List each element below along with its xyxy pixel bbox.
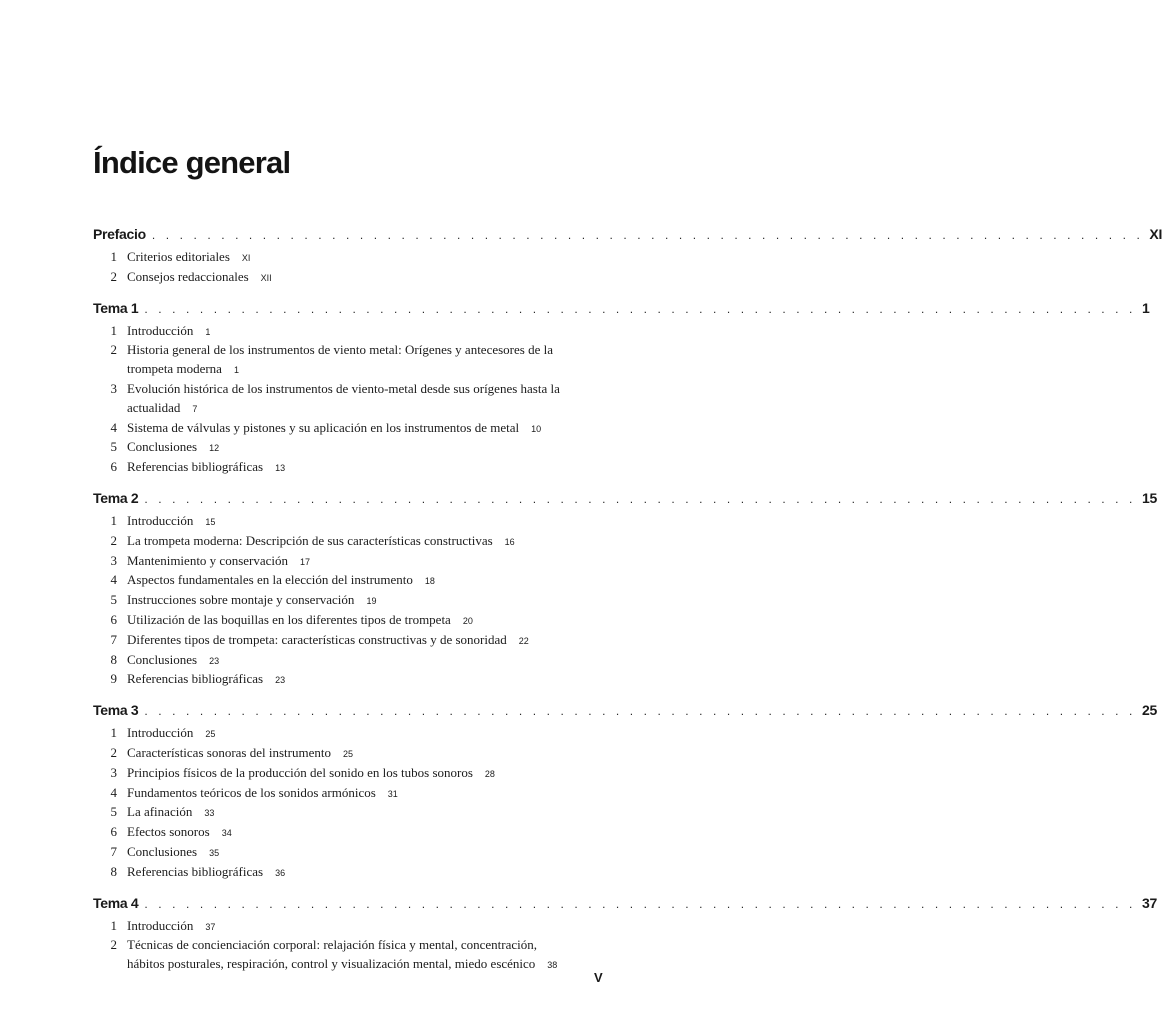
entry-page-number: 34 [221,828,232,839]
entry-page-number: 7 [192,403,198,414]
entry-text: Introducción [127,322,194,338]
entry-text-wrap [127,803,604,823]
entry-number: 3 [110,552,117,568]
entry-number: 4 [110,784,117,800]
entry-text: Sistema de válvulas y pistones y su aplicación en los instrumentos de metal [127,419,520,435]
entry-text-wrap [127,631,604,651]
toc-entry[interactable] [93,764,604,784]
toc-entry[interactable] [93,248,604,268]
entry-number: 2 [110,532,117,548]
page-folio: V [594,970,603,985]
entry-text: La trompeta moderna: Descripción de sus características constructivas [127,532,493,548]
toc-entry[interactable] [93,322,604,342]
dot-leader: . . . . . . . . . . . . . . . . . . . . . . . . . . . . . . . . . . . . . . . . . . . . . . . . . . . . . . . . . . . . . . . . . . . . . . . . [144,896,1136,911]
entry-text: Consejos redaccionales [127,268,249,284]
entry-page-number: 37 [205,921,216,932]
toc-entry[interactable] [93,591,604,611]
entry-text: Referencias bibliográficas [127,459,264,475]
entry-page-number: 16 [504,536,515,547]
section-page-number: XI [1149,226,1162,242]
entry-text-wrap [127,784,604,804]
toc-section-heading[interactable] [93,894,1157,917]
entry-number: 1 [110,249,117,264]
toc-entry[interactable] [93,438,604,458]
section-label: Tema 2 [93,489,139,506]
toc-section-heading[interactable] [93,489,1157,512]
toc-section-tema-2 [93,489,1157,690]
entry-text-wrap [127,823,604,843]
toc-section-heading[interactable] [93,702,1157,724]
toc-section-heading[interactable] [93,226,1162,248]
entry-text-wrap [127,419,604,439]
entry-text: Evolución histórica de los instrumentos de viento-metal desde sus orígenes hasta la actualidad [127,380,560,415]
entry-text-wrap [127,438,604,458]
entry-page-number: 38 [547,960,558,971]
toc-entry[interactable] [93,670,604,690]
entry-text: Instrucciones sobre montaje y conservación [127,592,355,608]
toc-entry[interactable] [93,611,604,631]
entry-text: Introducción [127,917,194,933]
entry-text-wrap [127,248,604,268]
entry-page-number: 1 [205,326,211,337]
entry-text: Conclusiones [127,651,198,667]
entry-text: Referencias bibliográficas [127,863,264,879]
entry-text-wrap [127,458,604,478]
entry-number: 7 [110,843,117,859]
entry-number: 6 [110,611,117,627]
toc-entry[interactable] [93,651,604,671]
toc-section-tema-1 [93,299,1150,478]
toc-entry[interactable] [93,552,604,572]
entry-text-wrap [127,611,604,631]
entry-text: Criterios editoriales [127,249,230,264]
toc-section-tema-4 [93,894,1157,975]
entry-page-number: 25 [342,748,353,759]
entry-text-wrap [127,764,604,784]
toc-entry[interactable] [93,631,604,651]
entry-text-wrap [127,571,604,591]
section-page-number: 1 [1141,299,1150,316]
entry-number: 5 [110,804,117,820]
entry-number: 4 [110,419,117,435]
toc-section-tema-3 [93,702,1157,882]
entry-page-number: 19 [366,596,377,607]
entry-text: Características sonoras del instrumento [127,744,331,760]
entry-text: Efectos sonoros [127,824,210,840]
entry-number: 9 [110,671,117,687]
entry-page-number: 20 [462,615,473,626]
entry-number: 6 [110,459,117,475]
entry-number: 2 [110,268,117,284]
entry-text: Mantenimiento y conservación [127,552,289,568]
entry-text: Principios físicos de la producción del sonido en los tubos sonoros [127,764,473,780]
entry-number: 8 [110,651,117,667]
entry-text: Conclusiones [127,439,198,455]
entry-page-number: 1 [233,365,239,376]
entry-number: 2 [110,744,117,760]
entry-text-wrap [127,744,604,764]
entry-text-wrap [127,512,604,532]
entry-page-number: 18 [424,576,435,587]
section-label: Tema 4 [93,894,139,911]
entry-page-number: 10 [531,423,542,434]
entry-page-number: XII [260,272,272,283]
entry-text-wrap [127,268,604,288]
entry-page-number: 22 [518,635,529,646]
entry-page-number: 35 [209,847,220,858]
entry-page-number: 12 [209,443,220,454]
dot-leader: . . . . . . . . . . . . . . . . . . . . . . . . . . . . . . . . . . . . . . . . . . . . . . . . . . . . . . . . . . . . . . . . . . . . . . . . [144,704,1136,719]
entry-text: Introducción [127,512,194,528]
section-page-number: 37 [1141,894,1157,911]
toc-entry[interactable] [93,823,604,843]
section-label: Tema 3 [93,702,139,719]
entry-page-number: 17 [300,556,311,567]
page-title: Índice general [93,145,291,180]
entry-number: 1 [110,917,117,933]
toc-entry[interactable] [93,863,604,883]
entry-text: La afinación [127,804,193,820]
entry-page-number: 28 [484,768,495,779]
dot-leader: . . . . . . . . . . . . . . . . . . . . . . . . . . . . . . . . . . . . . . . . . . . . . . . . . . . . . . . . . . . . . . . . . . . . . . . . [144,491,1136,506]
entry-page-number: 33 [204,808,215,819]
entry-text-wrap [127,341,604,380]
entry-page-number: 23 [275,675,286,686]
toc-entry[interactable] [93,458,604,478]
section-label: Prefacio [93,226,146,242]
entry-number: 2 [110,937,117,953]
entry-text: Aspectos fundamentales en la elección del instrumento [127,572,413,588]
entry-page-number: XI [241,253,251,263]
entry-page-number: 25 [205,729,216,740]
entry-text-wrap [127,322,604,342]
toc-entry[interactable] [93,532,604,552]
entry-number: 1 [110,512,117,528]
entry-text-wrap [127,591,604,611]
entry-page-number: 15 [205,516,216,527]
toc-entry[interactable] [93,936,604,975]
toc-entry[interactable] [93,341,604,380]
toc-entry[interactable] [93,724,604,744]
entry-text-wrap [127,936,604,975]
entry-text-wrap [127,724,604,744]
toc-entry[interactable] [93,268,604,288]
entry-text-wrap [127,863,604,883]
entry-text-wrap [127,917,604,937]
toc-entry[interactable] [93,784,604,804]
toc-entry[interactable] [93,843,604,863]
entry-text: Fundamentos teóricos de los sonidos armónicos [127,784,376,800]
toc-section-heading[interactable] [93,299,1150,322]
entry-text: Historia general de los instrumentos de viento metal: Orígenes y antecesores de la trompeta moderna [127,342,553,377]
entry-number: 3 [110,764,117,780]
section-page-number: 25 [1141,702,1157,719]
entry-text: Utilización de las boquillas en los diferentes tipos de trompeta [127,611,451,627]
entry-page-number: 36 [275,867,286,878]
toc-entry[interactable] [93,803,604,823]
toc-entry[interactable] [93,571,604,591]
entry-number: 3 [110,380,117,396]
dot-leader: . . . . . . . . . . . . . . . . . . . . . . . . . . . . . . . . . . . . . . . . . . . . . . . . . . . . . . . . . . . . . . . . . . . . . . . . [144,301,1136,316]
entry-text-wrap [127,532,604,552]
entry-text: Referencias bibliográficas [127,671,264,687]
entry-number: 1 [110,725,117,741]
entry-page-number: 23 [209,655,220,666]
entry-text-wrap [127,380,604,419]
entry-text: Conclusiones [127,843,198,859]
entry-number: 5 [110,439,117,455]
toc-entry[interactable] [93,917,604,937]
entry-text-wrap [127,651,604,671]
entry-text: Diferentes tipos de trompeta: características constructivas y de sonoridad [127,631,507,647]
entry-number: 4 [110,572,117,588]
entry-text-wrap [127,843,604,863]
entry-number: 6 [110,824,117,840]
entry-text-wrap [127,670,604,690]
entry-number: 5 [110,592,117,608]
table-of-contents [93,226,1162,987]
section-page-number: 15 [1141,489,1157,506]
toc-entry[interactable] [93,380,604,419]
entry-text: Técnicas de concienciación corporal: relajación física y mental, concentración, hábitos posturales, respiración, control y visualización mental, miedo escénico [127,937,538,972]
entry-number: 8 [110,863,117,879]
toc-entry[interactable] [93,744,604,764]
dot-leader: . . . . . . . . . . . . . . . . . . . . . . . . . . . . . . . . . . . . . . . . . . . . . . . . . . . . . . . . . . . . . . . . . . . . . . . . [151,228,1144,242]
entry-text: Introducción [127,725,194,741]
entry-number: 7 [110,631,117,647]
entry-number: 1 [110,322,117,338]
toc-entry[interactable] [93,419,604,439]
entry-page-number: 13 [275,463,286,474]
entry-page-number: 31 [387,788,398,799]
entry-text-wrap [127,552,604,572]
toc-section-prefacio [93,226,1162,288]
entry-number: 2 [110,342,117,358]
section-label: Tema 1 [93,299,139,316]
toc-entry[interactable] [93,512,604,532]
